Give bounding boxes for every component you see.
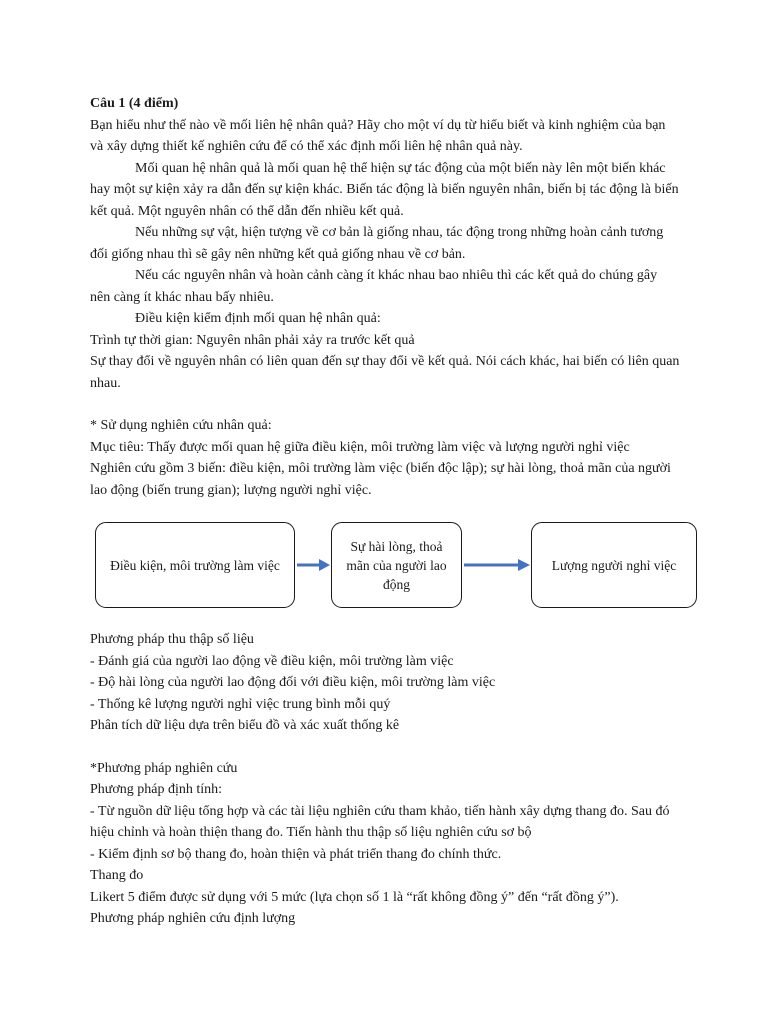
paragraph-fewer-differences: Nếu các nguyên nhân và hoàn cảnh càng ít khác nhau bao nhiêu thì các kết quả do chúng gây nên càng ít khác nhau bấy nhiêu. — [90, 268, 658, 305]
quantitative-heading: Phương pháp nghiên cứu định lượng — [90, 911, 296, 926]
variable-flow-diagram — [95, 522, 705, 617]
collection-item: - Độ hài lòng của người lao động đối với điều kiện, môi trường làm việc — [90, 675, 496, 690]
research-variables: Nghiên cứu gồm 3 biến: điều kiện, môi trường làm việc (biến độc lập); sự hài lòng, thoả mãn của người lao động (biến trung gian); lượng người nghỉ việc. — [90, 461, 671, 498]
question-text: Bạn hiểu như thế nào về mối liên hệ nhân quả? Hãy cho một ví dụ từ hiểu biết và kinh nghiệm của bạn và xây dựng thiết kế nghiên cứu để có thể xác định mối liên hệ nhân quả này. — [90, 117, 666, 154]
paragraph-conditions: Điều kiện kiểm định mối quan hệ nhân quả: — [135, 311, 381, 326]
document-body — [90, 93, 680, 930]
paragraph-causal-definition: Mối quan hệ nhân quả là mối quan hệ thể hiện sự tác động của một biến này lên một biến khác hay một sự kiện xảy ra dẫn đến sự kiện khác. Biến tác động là biến nguyên nhân, biến bị tác động là biến kết quả. Một nguyên nhân có thể dẫn đến nhiều kết quả. — [90, 160, 679, 219]
condition-time-order: Trình tự thời gian: Nguyên nhân phải xảy ra trước kết quả — [90, 332, 415, 348]
arrow-right-icon — [464, 558, 530, 572]
collection-item: - Đánh giá của người lao động về điều kiện, môi trường làm việc — [90, 653, 454, 669]
dependent-variable-box: Lượng người nghỉ việc — [531, 522, 697, 608]
analysis-text: Phân tích dữ liệu dựa trên biểu đồ và xác xuất thống kê — [90, 718, 400, 733]
likert-description: Likert 5 điểm được sử dụng với 5 mức (lựa chọn số 1 là “rất không đồng ý” đến “rất đồng ý”). — [90, 889, 619, 905]
mediator-variable-box: Sự hài lòng, thoả mãn của người lao động — [331, 522, 462, 608]
collection-title: Phương pháp thu thập số liệu — [90, 632, 254, 647]
qualitative-step: - Kiểm định sơ bộ thang đo, hoàn thiện và phát triển thang đo chính thức. — [90, 846, 502, 862]
arrow-right-icon — [297, 558, 330, 572]
spacer — [90, 737, 680, 758]
research-goal: Mục tiêu: Thấy được mối quan hệ giữa điều kiện, môi trường làm việc và lượng người nghỉ việc — [90, 439, 630, 455]
qualitative-heading: Phương pháp định tính: — [90, 782, 223, 797]
scale-title: Thang đo — [90, 868, 144, 883]
condition-covariation: Sự thay đổi về nguyên nhân có liên quan đến sự thay đổi về kết quả. Nói cách khác, hai biến có liên quan nhau. — [90, 354, 680, 391]
paragraph-similar-causes: Nếu những sự vật, hiện tượng về cơ bản là giống nhau, tác động trong những hoàn cảnh tương đối giống nhau thì sẽ gây nên những kết quả giống nhau về cơ bản. — [90, 225, 664, 262]
independent-variable-box: Điều kiện, môi trường làm việc — [95, 522, 295, 608]
collection-item: - Thống kê lượng người nghỉ việc trung bình mỗi quý — [90, 696, 391, 712]
methods-title: *Phương pháp nghiên cứu — [90, 760, 238, 776]
spacer — [90, 394, 680, 415]
causal-usage-heading: * Sử dụng nghiên cứu nhân quả: — [90, 418, 272, 433]
qualitative-step: - Từ nguồn dữ liệu tổng hợp và các tài liệu nghiên cứu tham khảo, tiến hành xây dựng thang đo. Sau đó hiệu chỉnh và hoàn thiện thang đo. Tiến hành thu thập số liệu nghiên cứu sơ bộ — [90, 803, 670, 840]
question-heading: Câu 1 (4 điểm) — [90, 96, 179, 111]
